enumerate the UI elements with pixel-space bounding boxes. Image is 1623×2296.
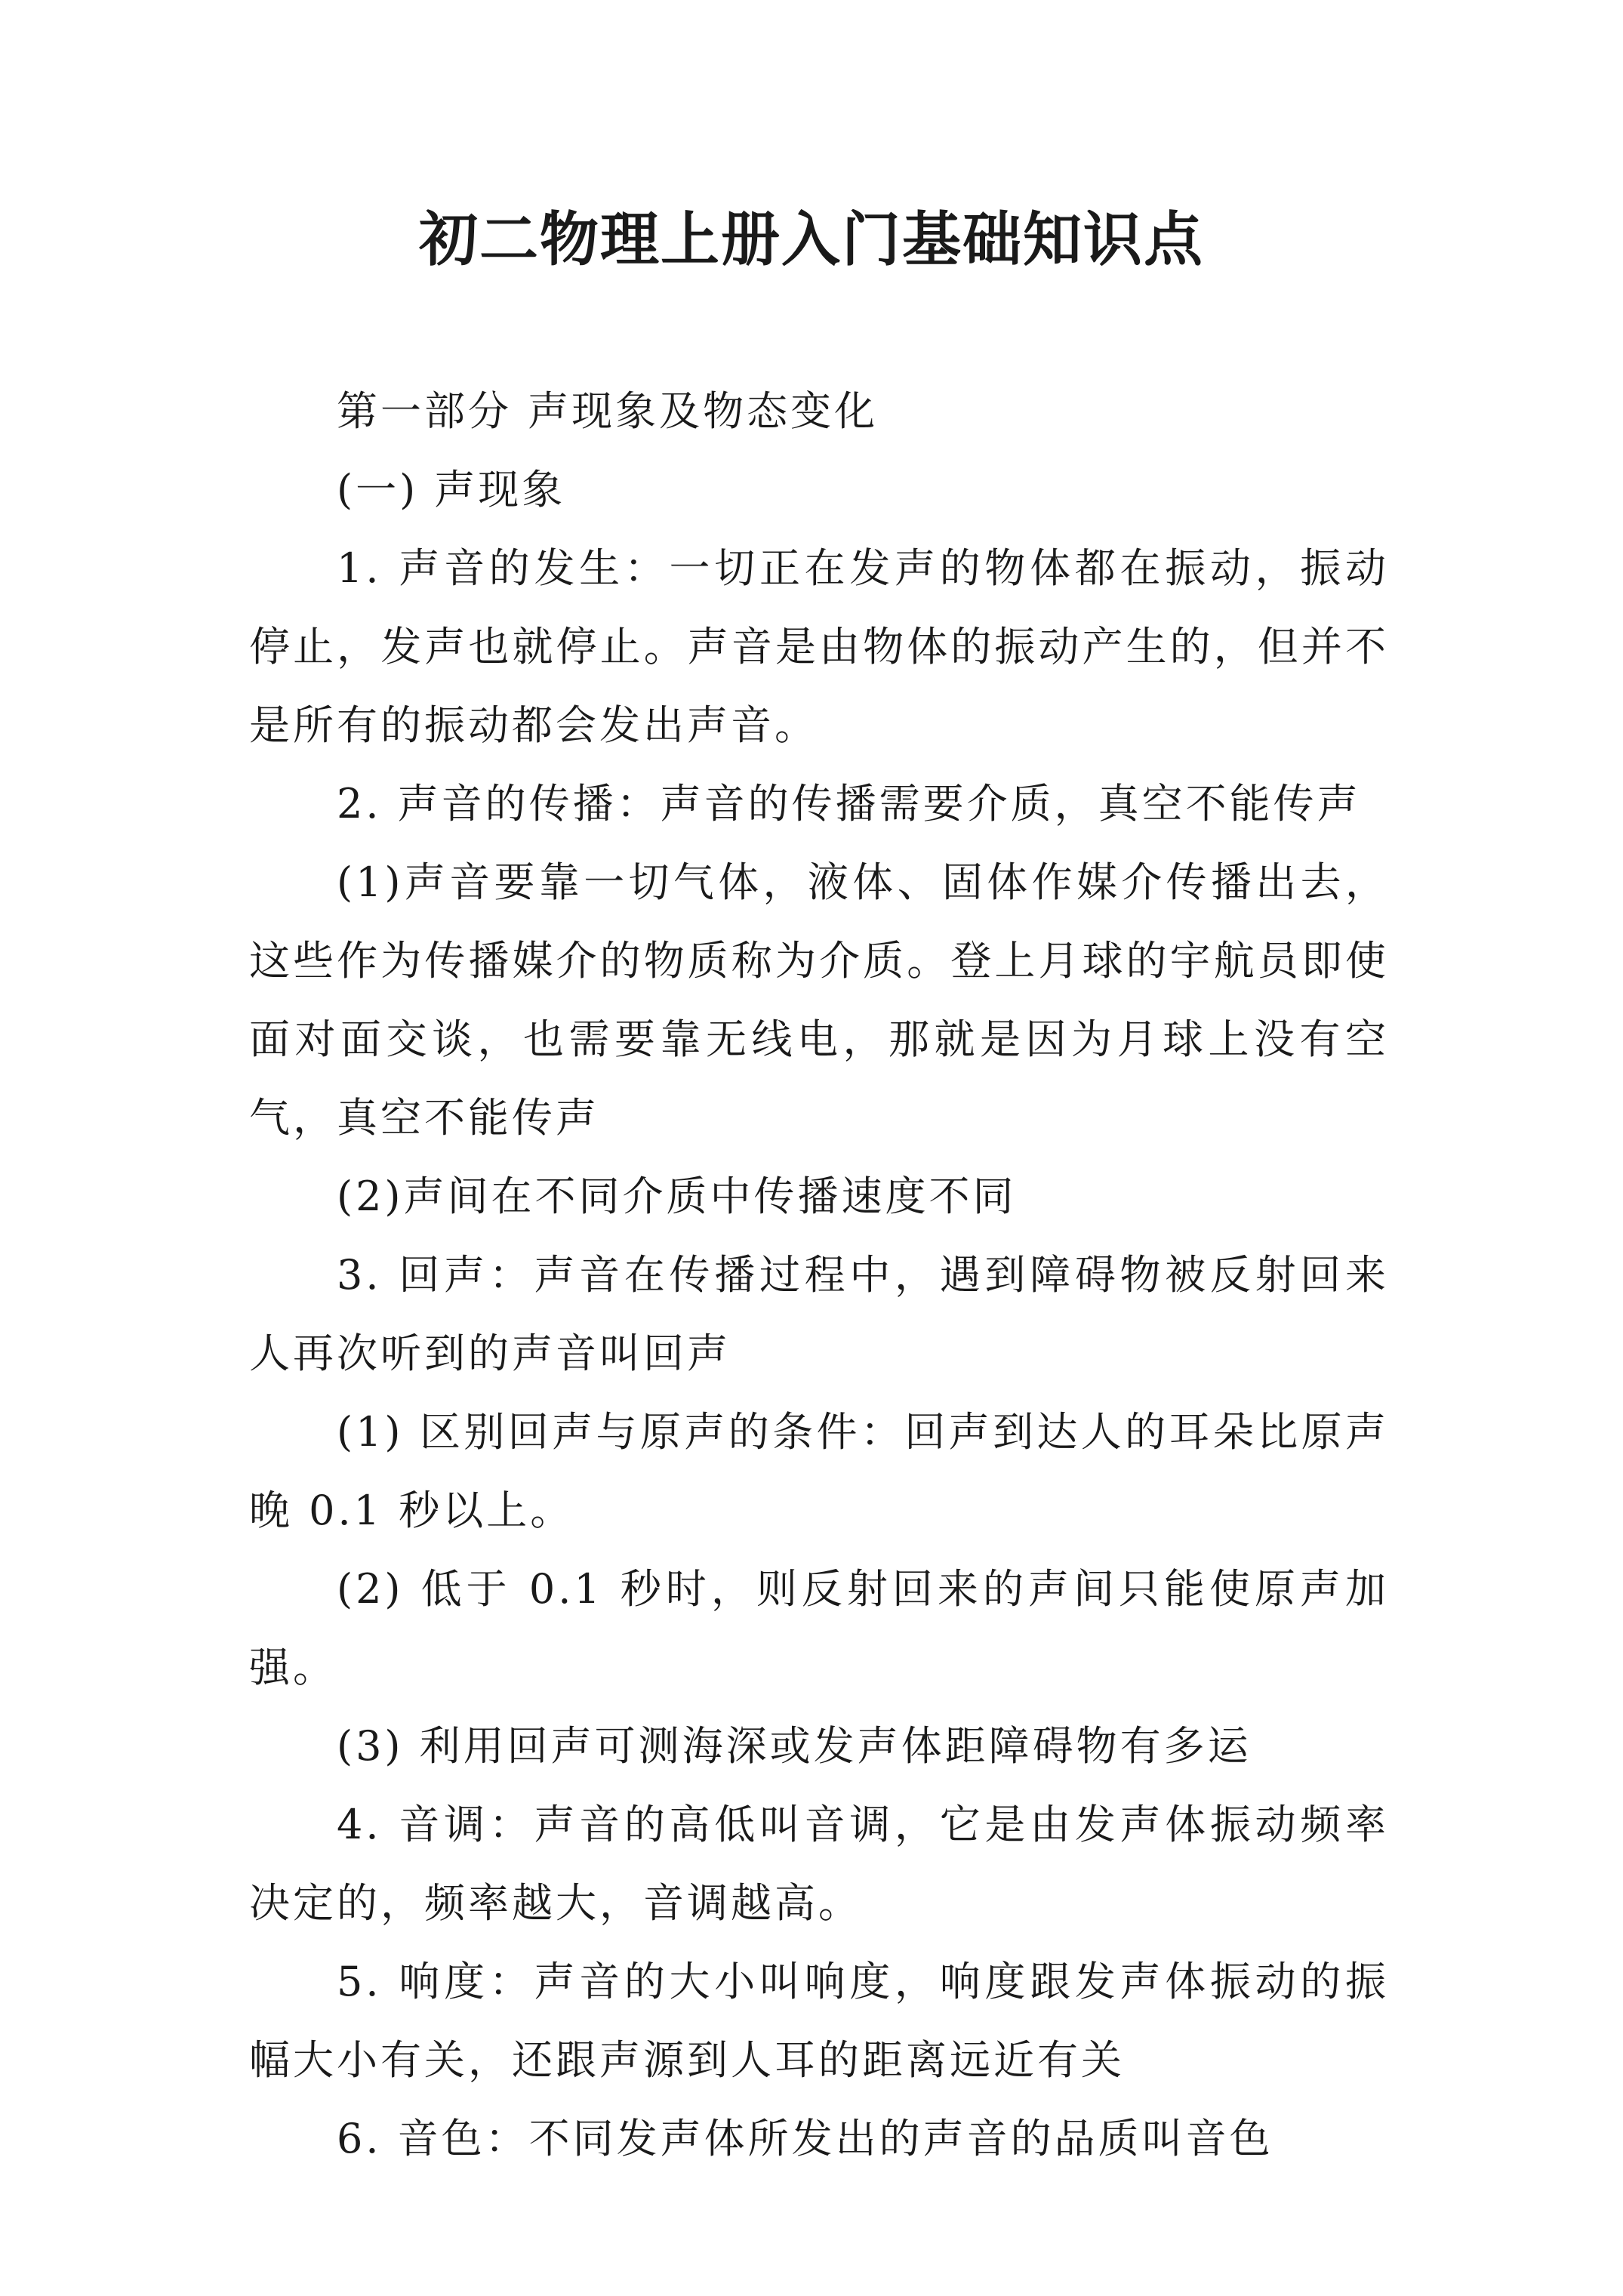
paragraph-loudness: 5. 响度：声音的大小叫响度，响度跟发声体振动的振幅大小有关，还跟声源到人耳的距离远近有关 [249, 1958, 1389, 2084]
paragraph-echo-reinforce: (2) 低于 0.1 秒时，则反射回来的声间只能使原声加强。 [249, 1565, 1389, 1691]
paragraph-medium: (1)声音要靠一切气体，液体、固体作媒介传播出去，这些作为传播媒介的物质称为介质。登上月球的宇航员即使面对面交谈，也需要靠无线电，那就是因为月球上没有空气，真空不能传声 [249, 858, 1389, 1142]
paragraph-echo-use: (3) 利用回声可测海深或发声体距障碍物有多运 [337, 1722, 1252, 1770]
paragraph-sound-propagation: 2. 声音的传播：声音的传播需要介质，真空不能传声 [337, 780, 1361, 827]
document-body [249, 372, 1389, 2178]
paragraph-echo: 3. 回声：声音在传播过程中，遇到障碍物被反射回来人再次听到的声音叫回声 [249, 1251, 1389, 1377]
paragraph-speed-in-media: (2)声间在不同介质中传播速度不同 [337, 1173, 1017, 1220]
document-title: 初二物理上册入门基础知识点 [418, 205, 1204, 274]
paragraph-pitch: 4. 音调：声音的高低叫音调，它是由发声体振动频率决定的，频率越大，音调越高。 [249, 1801, 1389, 1927]
paragraph-sound-origin: 1. 声音的发生：一切正在发声的物体都在振动，振动停止，发声也就停止。声音是由物体的振动产生的，但并不是所有的振动都会发出声音。 [249, 544, 1389, 749]
paragraph-timbre: 6. 音色：不同发声体所发出的声音的品质叫音色 [337, 2115, 1273, 2162]
section-heading: 第一部分 声现象及物态变化 [337, 387, 879, 435]
subsection-heading: (一) 声现象 [337, 466, 566, 513]
paragraph-echo-condition: (1) 区别回声与原声的条件：回声到达人的耳朵比原声晚 0.1 秒以上。 [249, 1408, 1389, 1534]
